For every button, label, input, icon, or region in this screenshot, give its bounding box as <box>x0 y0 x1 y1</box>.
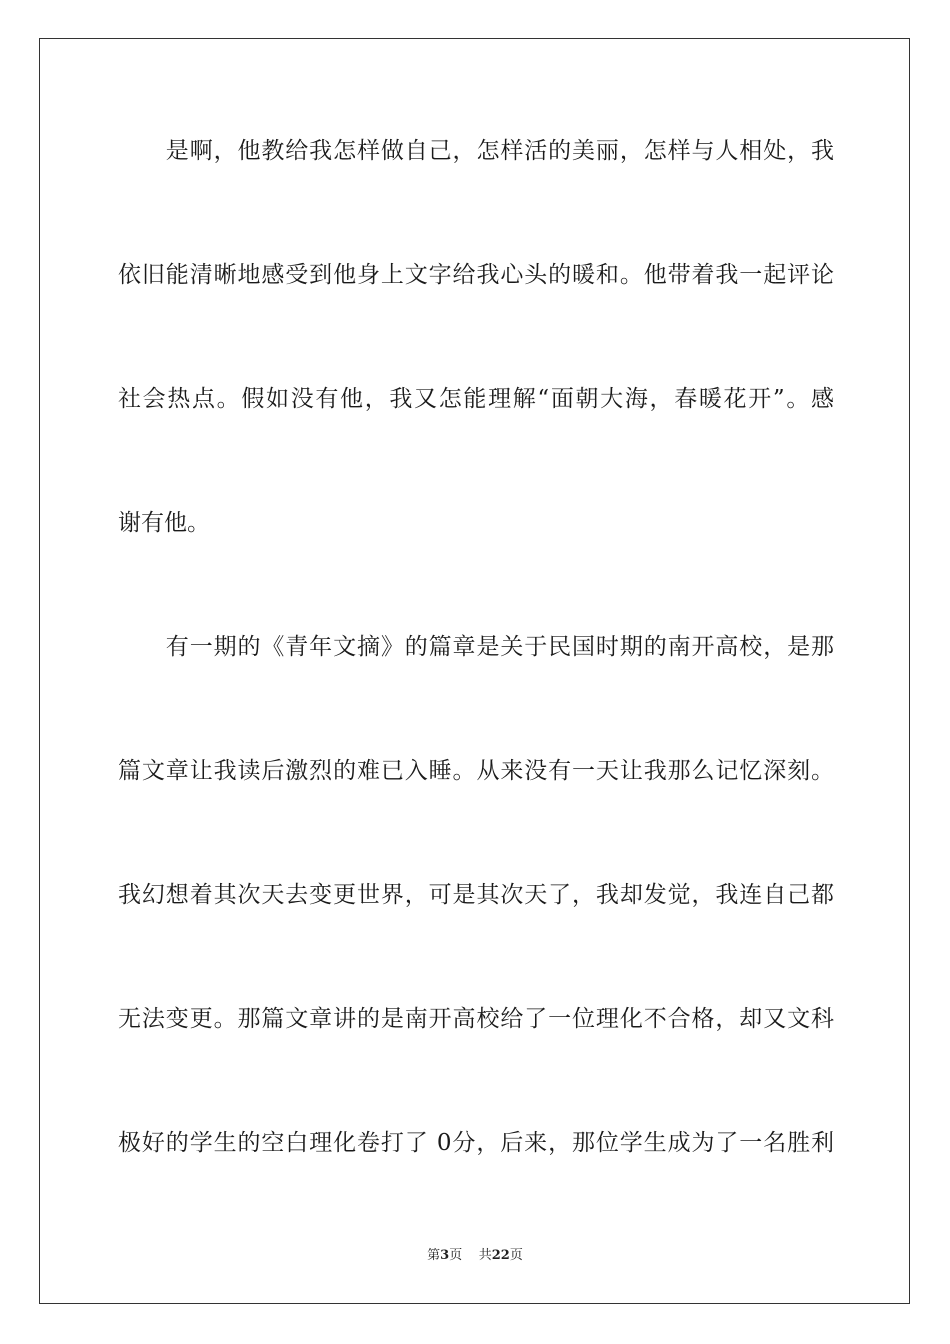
text-line-7: 我幻想着其次天去变更世界，可是其次天了，我却发觉，我连自己都 <box>118 882 834 908</box>
text-line-3: 社会热点。假如没有他，我又怎能理解“面朝大海，春暖花开”。感 <box>118 386 834 412</box>
footer-total-suffix: 页 <box>509 1248 523 1263</box>
text-line-5: 有一期的《青年文摘》的篇章是关于民国时期的南开高校，是那 <box>118 634 834 660</box>
text-line-8: 无法变更。那篇文章讲的是南开高校给了一位理化不合格，却又文科 <box>118 1006 834 1032</box>
footer-page-number: 3 <box>440 1248 450 1263</box>
page-border <box>39 38 910 1304</box>
footer-total-pages: 22 <box>491 1248 510 1263</box>
text-line-4: 谢有他。 <box>118 510 210 536</box>
footer-total-prefix: 共 <box>478 1248 492 1263</box>
text-line-2: 依旧能清晰地感受到他身上文字给我心头的暖和。他带着我一起评论 <box>118 262 834 288</box>
footer-page-suffix: 页 <box>449 1248 463 1263</box>
footer-page-prefix: 第 <box>427 1248 441 1263</box>
text-line-9: 极好的学生的空白理化卷打了 0分，后来，那位学生成为了一名胜利 <box>118 1130 834 1156</box>
text-line-1: 是啊，他教给我怎样做自己，怎样活的美丽，怎样与人相处，我 <box>118 138 834 164</box>
text-line-6: 篇文章让我读后激烈的难已入睡。从来没有一天让我那么记忆深刻。 <box>118 758 834 784</box>
page-footer <box>0 1247 950 1265</box>
